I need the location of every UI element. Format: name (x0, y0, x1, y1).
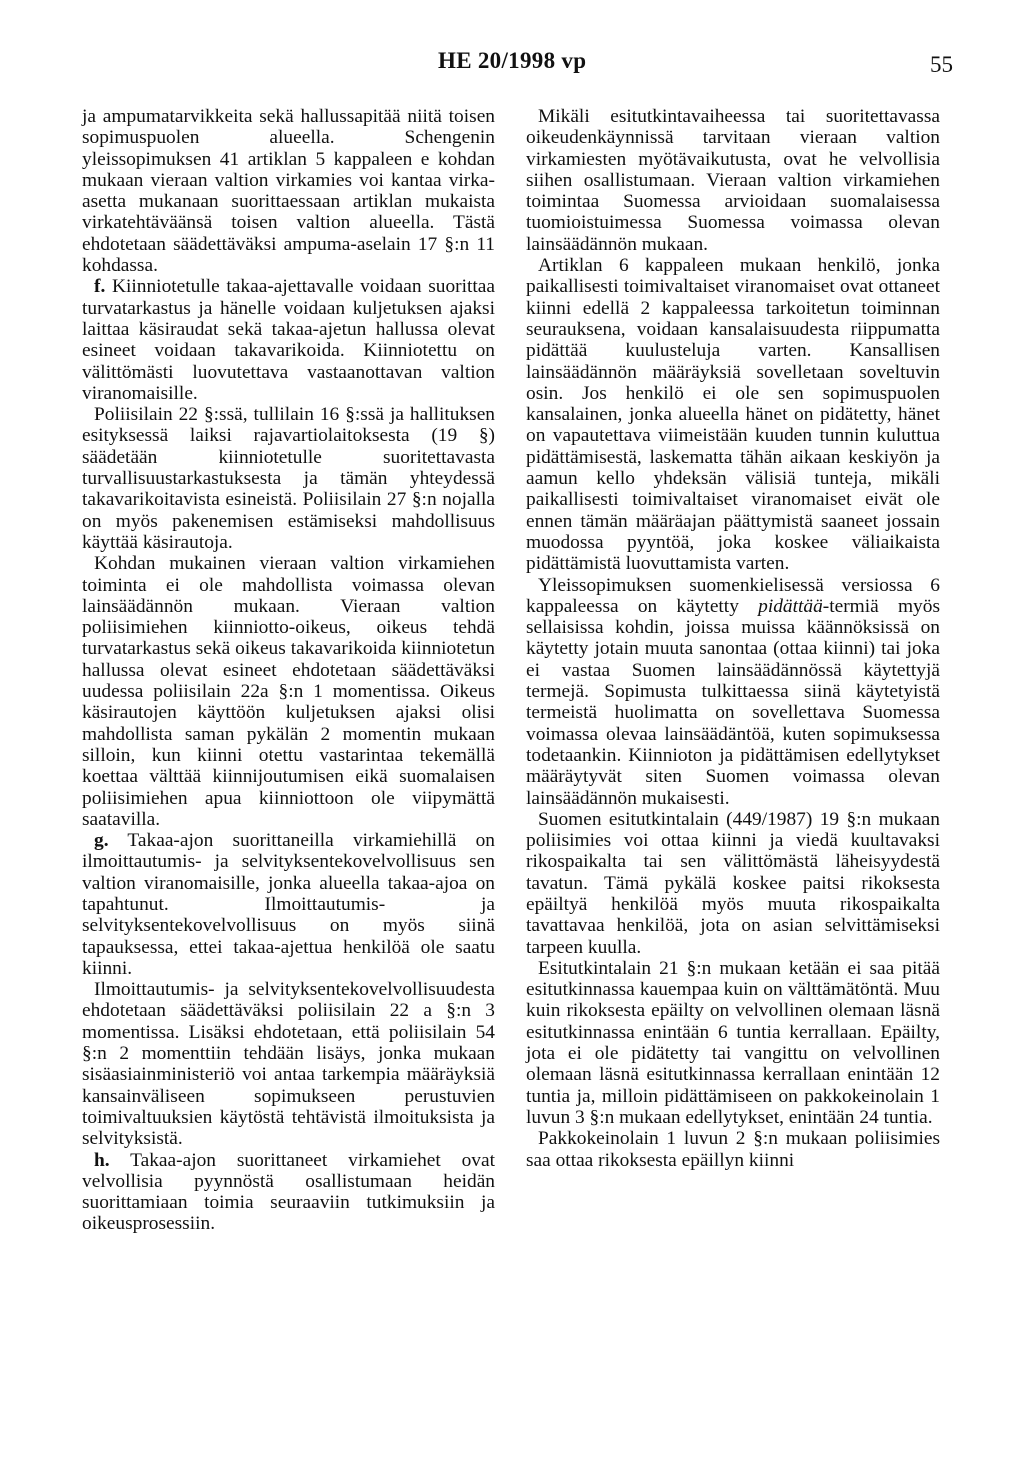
paragraph (526, 575, 940, 809)
paragraph-item-h (82, 1150, 495, 1235)
right-column (526, 106, 940, 1171)
paragraph: Kohdan mukainen vieraan valtion virkamiehen toiminta ei ole mahdollista voimassa olevan lainsäädännön mukaan. Vieraan valtion poliisimiehen kiinniotto-oikeus, oikeus tehdä turvatarkastus sekä oikeus takavarikoida kiinniotetun hallussa olevat esineet ehdotetaan säädettäväksi uudessa poliisilain 22a §:n 1 momentissa. Oikeus käsirautojen käyttöön kuljetuksen ajaksi olisi mahdollista saman pykälän 2 momentin mukaan silloin, kun kiinni otettu vastarintaa tekemällä koettaa välttää kiinnijoutumisen eikä suomalaisen poliisimiehen apua kiinniottoon ole viipymättä saatavilla. (82, 553, 495, 830)
paragraph-text: Kiinniotetulle takaa-ajettavalle voidaan suorittaa turvatarkastus ja hänelle voidaan kuljetuksen ajaksi laittaa käsiraudat sekä takaa-ajetun hallussa olevat esineet voidaan takavarikoida. Kiinniotettu on välittömästi luovutettava vastaanottavan valtion viranomaisille. (82, 276, 495, 404)
paragraph: Suomen esitutkintalain (449/1987) 19 §:n mukaan poliisimies voi ottaa kiinni ja viedä kuultavaksi rikospaikalta tai sen välittömästä läheisyydestä tavatun. Tämä pykälä koskee paitsi rikoksesta epäiltyä henkilöä myös muuta rikospaikalta tavattavaa henkilöä, jota on asian selvittämiseksi tarpeen kuulla. (526, 808, 940, 958)
page-number: 55 (930, 52, 953, 77)
italic-term: pidättää (758, 595, 823, 617)
paragraph: Artiklan 6 kappaleen mukaan henkilö, jonka paikallisesti toimivaltaiset viranomaiset ovat ottaneet kiinni edellä 2 kappaleessa tarkoitetun toiminnan seurauksena, voidaan kansalaisuudesta riippumatta pidättää kuulusteluja varten. Kansallisen lainsäädännön määräyksiä sovelletaan soveltuvin osin. Jos henkilö ei ole sen sopimuspuolen kansalainen, jonka alueella hänet on pidätetty, hänet on vapautettava viimeistään kuuden tunnin kuluttua pidättämisestä, laskematta tähän aikaan keskiyön ja aamun kello yhdeksän välisiä tunteja, mikäli paikallisesti toimivaltaiset viranomaiset eivät ole ennen tämän määräajan päättymistä saaneet jossain muodossa pyyntöä, joka koskee väliaikaista pidättämistä luovuttamista varten. (526, 255, 940, 575)
paragraph-text: -termiä myös sellaisissa kohdin, joissa muissa käännöksissä on käytetty jotain muuta sanontaa (ottaa kiinni) tai joka ei vastaa Suomen lainsäädännössä käytettyjä termejä. Sopimusta tulkittaessa siinä käytetyistä termeistä huolimatta on sovellettava Suomessa voimassa olevaa lainsäädäntöä, kuten sopimuksessa todetaankin. Kiinnioton ja pidättämisen edellytykset määräytyvät siten Suomen voimassa olevan lainsäädännön mukaisesti. (526, 595, 940, 809)
left-column (82, 106, 495, 1235)
paragraph-text: Takaa-ajon suorittaneilla virkamiehillä on ilmoittautumis- ja selvityksentekovelvollisuus sen valtion viranomaisille, jonka alueella takaa-ajoa on tapahtunut. Ilmoittautumis- ja selvityksentekovelvollisuus on myös siinä tapauksessa, ettei takaa-ajettua henkilöä ole saatu kiinni. (82, 830, 495, 979)
item-marker: g. (94, 830, 109, 852)
paragraph: ja ampumatarvikkeita sekä hallussapitää niitä toisen sopimuspuolen alueella. Schengenin yleissopimuksen 41 artiklan 5 kappaleen e kohdan mukaan vieraan valtion virkamies voi kantaa virka-asetta mukanaan suorittaessaan artiklan mukaista virkatehtäväänsä toisen valtion alueella. Tästä ehdotetaan säädettäväksi ampuma-aselain 17 §:n 11 kohdassa. (82, 106, 495, 277)
item-marker: h. (94, 1149, 110, 1171)
paragraph-item-g (82, 830, 495, 979)
item-marker: f. (94, 276, 106, 298)
paragraph-text: Yleissopimuksen suomenkielisessä versiossa 6 kappaleessa on käytetty (526, 574, 940, 617)
paragraph: Poliisilain 22 §:ssä, tullilain 16 §:ssä ja hallituksen esityksessä laiksi rajavartiolaitoksesta (19 §) säädetään kiinniotetulle suoritettavasta turvallisuustarkastuksesta ja tämän yhteydessä takavarikoitavista esineistä. Poliisilain 27 §:n nojalla on myös pakenemisen estämiseksi mahdollisuus käyttää käsirautoja. (82, 404, 495, 553)
paragraph: Esitutkintalain 21 §:n mukaan ketään ei saa pitää esitutkinnassa kauempaa kuin on välttämätöntä. Muu kuin rikoksesta epäilty on velvollinen olemaan läsnä esitutkinnassa enintään 6 tuntia kerrallaan. Epäilty, jota ei ole pidätetty tai vangittu on velvollinen olemaan läsnä esitutkinnassa kerrallaan enintään 12 tuntia ja, milloin pidättämiseen on pakkokeinolain 1 luvun 3 §:n mukaan edellytykset, enintään 24 tuntia. (526, 957, 940, 1128)
paragraph: Ilmoittautumis- ja selvityksentekovelvollisuudesta ehdotetaan säädettäväksi poliisilain 22 a §:n 3 momentissa. Lisäksi ehdotetaan, että poliisilain 54 §:n 2 momenttiin tehdään lisäys, jonka mukaan sisäasiainministeriö voi antaa tarkempia määräyksiä kansainväliseen sopimukseen perustuvien toimivaltuuksien käytöstä tehtävistä ilmoituksista ja selvityksistä. (82, 979, 495, 1150)
document-id: HE 20/1998 vp (438, 48, 587, 73)
paragraph: Pakkokeinolain 1 luvun 2 §:n mukaan poliisimies saa ottaa rikoksesta epäillyn kiinni (526, 1128, 940, 1171)
paragraph-item-f (82, 276, 495, 404)
paragraph: Mikäli esitutkintavaiheessa tai suoritettavassa oikeudenkäynnissä tarvitaan vieraan valtion virkamiesten myötävaikutusta, ovat he velvollisia siihen osallistumaan. Vieraan valtion virkamiehen toimintaa Suomessa arvioidaan suomalaisessa tuomioistuimessa Suomessa voimassa olevan lainsäädännön mukaan. (526, 106, 940, 255)
paragraph-text: Takaa-ajon suorittaneet virkamiehet ovat velvollisia pyynnöstä osallistumaan heidän suorittamiaan toimia seuraaviin tutkimuksiin ja oikeusprosessiin. (82, 1149, 495, 1235)
page-header (0, 48, 1024, 88)
